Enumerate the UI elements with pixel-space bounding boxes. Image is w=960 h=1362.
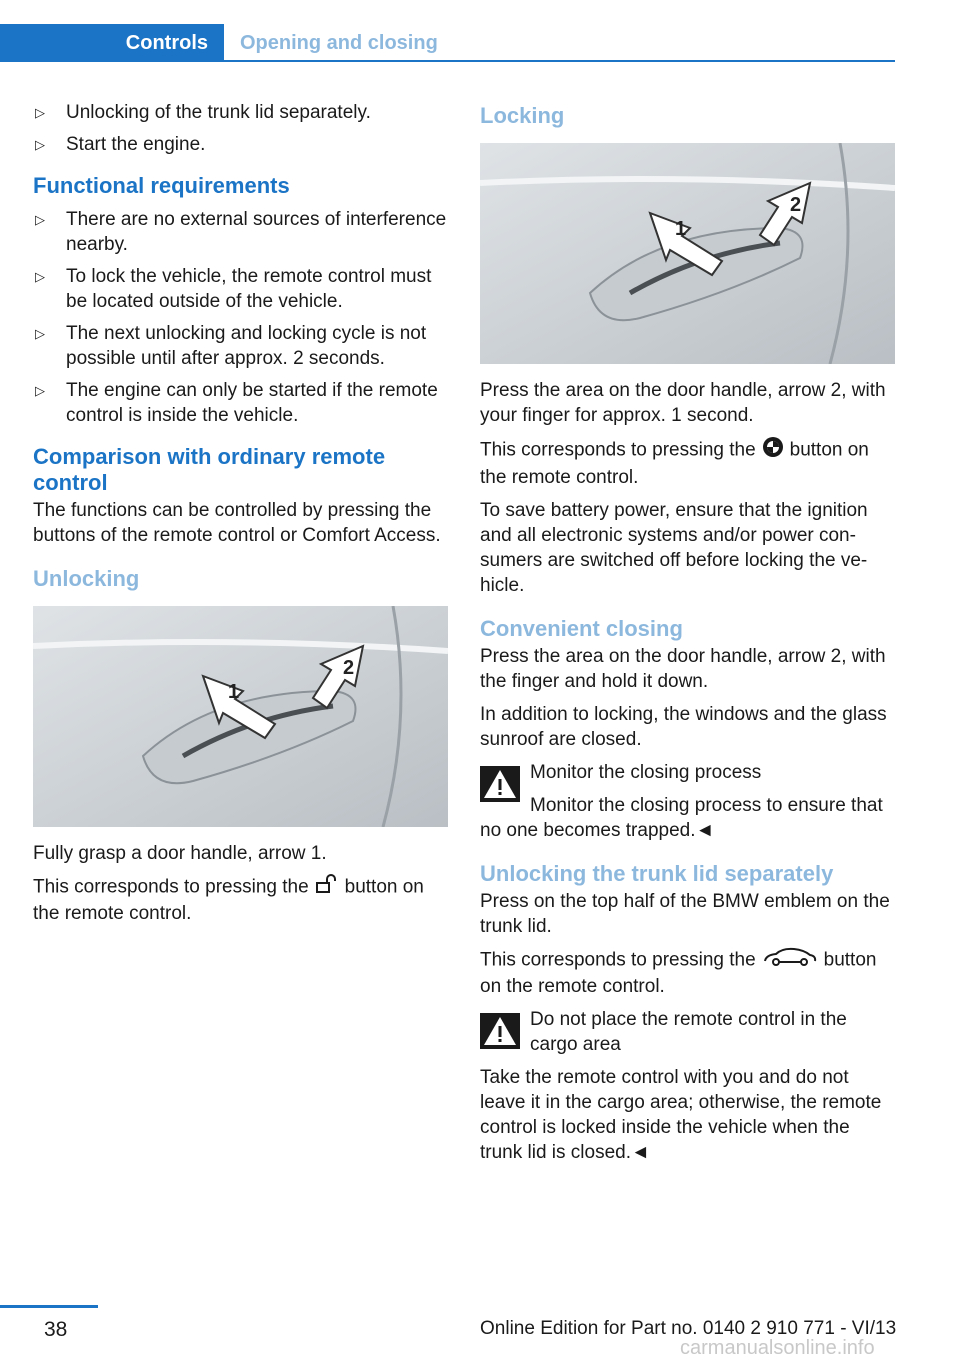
warning-title: Do not place the remote control in the cargo area [530,1009,847,1055]
unlocking-figure [33,606,448,827]
trunk-text-1: Press on the top half of the BMW emblem on the trunk lid. [480,891,890,937]
subsection-tab: Opening and closing [240,31,438,54]
bmw-logo-icon [762,436,784,465]
right-column [480,100,895,1173]
list-item: ▷ The next unlocking and locking cycle is not possible until after approx. 2 seconds. [35,323,427,369]
page-number: 38 [44,1318,68,1341]
warning-title: Monitor the closing process [530,762,762,783]
list-item: ▷ To lock the vehicle, the remote control must be located outside of the vehicle. [35,266,432,312]
triangle-bullet-icon: ▷ [35,105,45,120]
left-column [33,100,448,934]
warning-note-cargo [480,1007,895,1057]
arrow-2-label: 2 [343,657,355,679]
locking-text-1: Press the area on the door handle, arrow 2, with your finger for approx. 1 second. [480,380,886,426]
locking-text-3: To save battery power, ensure that the ignition and all electronic systems and/or power consumers are switched off before locking the vehicle. [480,500,868,596]
page-header [0,24,895,62]
triangle-bullet-icon: ▷ [35,326,45,341]
triangle-bullet-icon: ▷ [35,212,45,227]
convenient-closing-heading: Convenient closing [480,616,683,641]
warning-text: Take the remote control with you and do not leave it in the cargo area; otherwise, the remote control is locked inside the vehicle when the trunk lid is closed.◄ [480,1067,882,1163]
triangle-bullet-icon: ▷ [35,137,45,152]
trunk-lid-heading: Unlocking the trunk lid separately [480,861,834,886]
warning-icon [480,1013,520,1056]
unlock-icon [315,874,339,901]
edition-text: Online Edition for Part no. 0140 2 910 771 - VI/13 [480,1318,897,1339]
unlocking-text-2: This corresponds to pressing the button on the remote control. [33,874,448,926]
list-item: ▷ The engine can only be started if the remote control is inside the vehicle. [35,380,438,426]
footer-rule [0,1305,98,1308]
unlocking-heading: Unlocking [33,566,140,591]
arrow-1-label: 1 [675,218,687,240]
list-item: ▷ There are no external sources of interference nearby. [35,209,447,255]
list-item: ▷ Unlocking of the trunk lid separately. [35,102,371,123]
comparison-text: The functions can be controlled by pressing the buttons of the remote control or Comfort Access. [33,500,441,546]
comparison-heading: Comparison with ordinary remote control [33,444,386,495]
trunk-text-2: This corresponds to pressing the button on the remote control. [480,947,895,999]
locking-text-2: This corresponds to pressing the button on the remote control. [480,436,895,490]
locking-heading: Locking [480,103,565,128]
warning-note-closing [480,760,895,785]
triangle-bullet-icon: ▷ [35,269,45,284]
door-handle-image [33,606,448,827]
arrow-2-label: 2 [790,194,802,216]
locking-figure [480,143,895,364]
unlocking-text-1: Fully grasp a door handle, arrow 1. [33,843,327,864]
functional-requirements-heading: Functional requirements [33,173,290,198]
arrow-1-label: 1 [228,681,240,703]
convenient-text-2: In addition to locking, the windows and the glass sunroof are closed. [480,704,887,750]
functional-requirements-list [33,207,448,428]
bullet-list-top [33,100,448,157]
section-tab: Controls [0,24,224,62]
warning-text: Monitor the closing process to ensure that no one becomes trapped.◄ [480,795,883,841]
warning-icon [480,766,520,809]
car-trunk-icon [762,947,818,974]
door-handle-image [480,143,895,364]
watermark: carmanualsonline.info [680,1337,875,1359]
triangle-bullet-icon: ▷ [35,383,45,398]
convenient-text-1: Press the area on the door handle, arrow 2, with the finger and hold it down. [480,646,886,692]
list-item: ▷ Start the engine. [35,134,206,155]
header-rule [224,60,895,62]
